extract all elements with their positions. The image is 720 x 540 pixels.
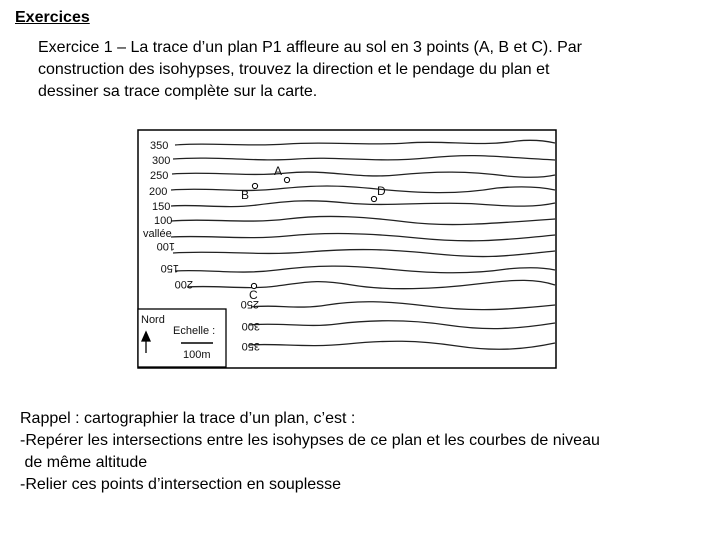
exercise-line: Exercice 1 – La trace d’un plan P1 affleure au sol en 3 points (A, B et C). Par bbox=[38, 39, 583, 56]
point-a-label: A bbox=[274, 164, 283, 178]
point-d-marker bbox=[371, 196, 376, 201]
reminder-block bbox=[20, 408, 710, 496]
contour-label: 200 bbox=[149, 186, 168, 198]
contour-label: 150 bbox=[152, 201, 171, 213]
legend-scale-value: 100m bbox=[183, 349, 211, 361]
point-b-marker bbox=[252, 183, 257, 188]
legend-north-label: Nord bbox=[141, 314, 165, 326]
contour-label-inverted: 250 bbox=[240, 298, 259, 310]
contour-label-inverted: 300 bbox=[241, 320, 260, 332]
contour-label-inverted: 350 bbox=[241, 340, 260, 352]
contour-label: 100 bbox=[154, 215, 173, 227]
reminder-line: -Relier ces points d’intersection en souplesse bbox=[20, 476, 342, 493]
contour-label: 300 bbox=[152, 155, 171, 167]
page-heading: Exercices bbox=[15, 9, 90, 26]
legend-scale-title: Echelle : bbox=[173, 325, 216, 337]
contour-label-inverted: 100 bbox=[156, 240, 175, 252]
topographic-map bbox=[137, 129, 557, 369]
contour-label: vallée bbox=[143, 228, 172, 240]
point-a-marker bbox=[284, 177, 289, 182]
point-d-label: D bbox=[377, 184, 386, 198]
contour-label-inverted: 200 bbox=[174, 278, 193, 290]
exercise-line: construction des isohypses, trouvez la direction et le pendage du plan et bbox=[38, 61, 550, 78]
reminder-line: Rappel : cartographier la trace d’un plan, c’est : bbox=[20, 410, 356, 427]
contour-label-inverted: 150 bbox=[160, 262, 179, 274]
contour-label: 350 bbox=[150, 140, 169, 152]
point-b-label: B bbox=[241, 188, 250, 202]
exercise-line: dessiner sa trace complète sur la carte. bbox=[38, 83, 318, 100]
exercise-statement bbox=[38, 37, 698, 103]
reminder-line: de même altitude bbox=[20, 454, 148, 471]
map-legend bbox=[138, 309, 226, 367]
reminder-line: -Repérer les intersections entre les isohypses de ce plan et les courbes de niveau bbox=[20, 432, 600, 449]
point-c-label: C bbox=[249, 288, 258, 302]
contour-label: 250 bbox=[150, 170, 169, 182]
